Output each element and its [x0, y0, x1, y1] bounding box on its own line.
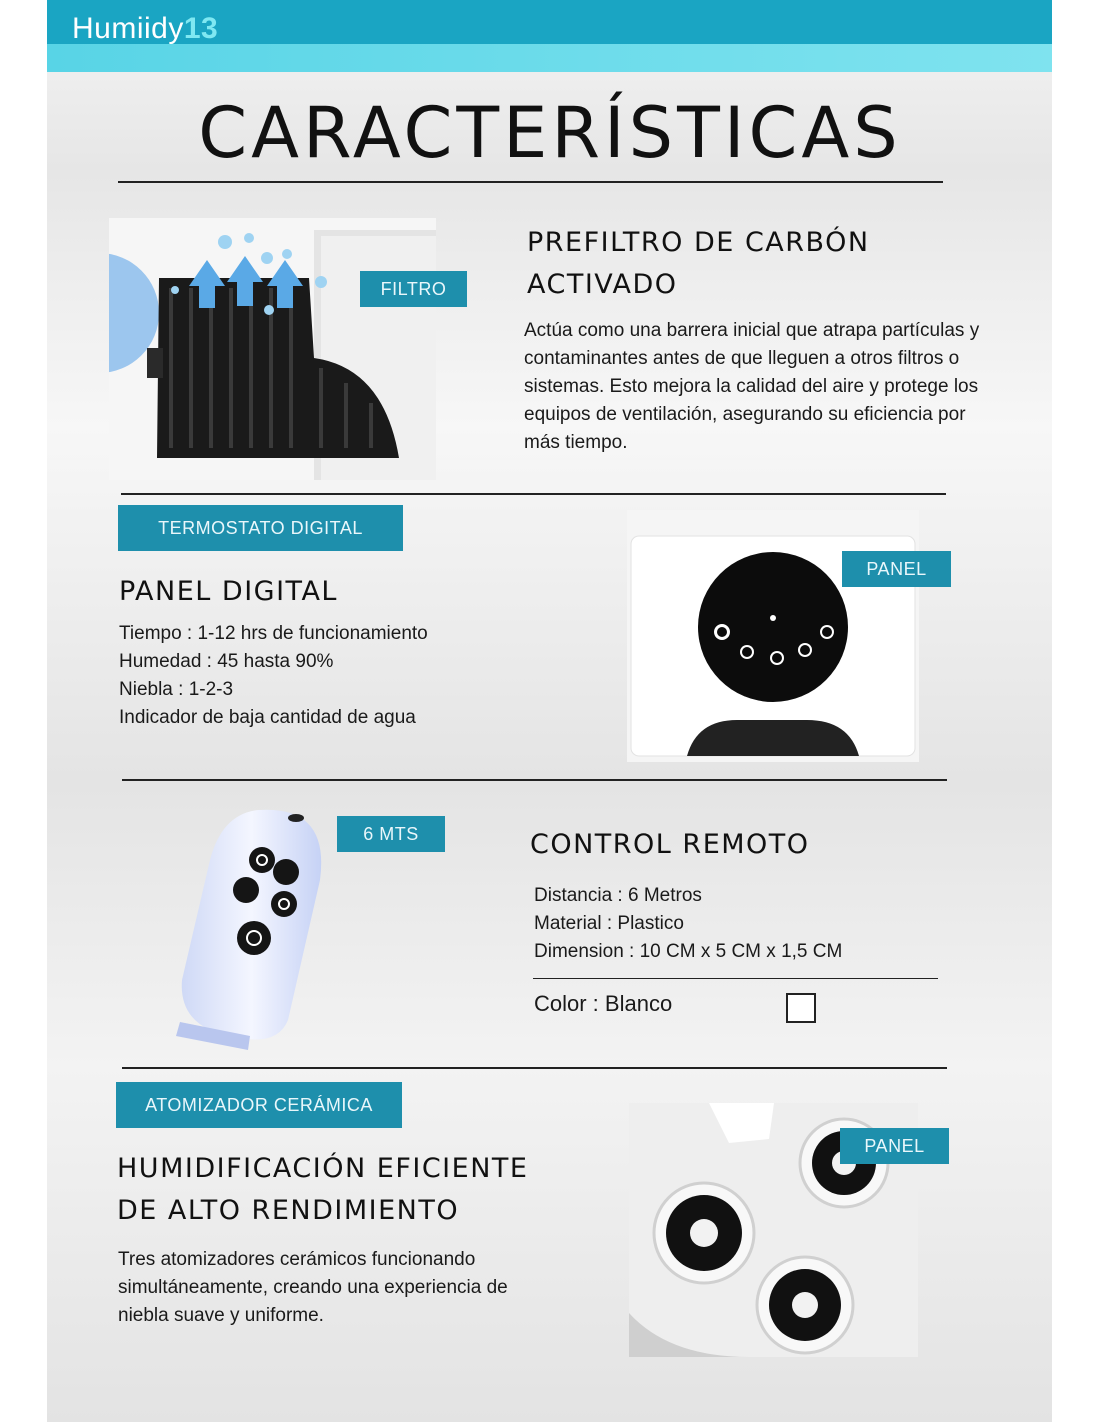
digital-panel-spec: Humedad : 45 hasta 90% — [119, 651, 334, 672]
remote-spec: Dimension : 10 CM x 5 CM x 1,5 CM — [534, 941, 843, 962]
humidification-description: niebla suave y uniforme. — [118, 1305, 324, 1326]
divider — [122, 1067, 947, 1069]
carbon-filter-heading-line1: PREFILTRO DE CARBÓN — [527, 227, 870, 258]
divider — [122, 779, 947, 781]
remote-spec: Distancia : 6 Metros — [534, 885, 702, 906]
carbon-filter-image — [109, 218, 436, 480]
divider — [533, 978, 938, 979]
digital-panel-spec: Tiempo : 1-12 hrs de funcionamiento — [119, 623, 428, 644]
distance-tag: 6 MTS — [337, 816, 445, 852]
remote-control-heading: CONTROL REMOTO — [530, 829, 810, 860]
divider — [118, 181, 943, 183]
ceramic-atomizer-tag: ATOMIZADOR CERÁMICA — [116, 1082, 402, 1128]
humidification-heading-line2: DE ALTO RENDIMIENTO — [117, 1195, 460, 1226]
divider — [121, 493, 946, 495]
page-title: CARACTERÍSTICAS — [198, 92, 902, 174]
panel-tag: PANEL — [840, 1128, 949, 1164]
humidification-description: simultáneamente, creando una experiencia de — [118, 1277, 508, 1298]
remote-spec: Material : Plastico — [534, 913, 684, 934]
humidification-heading-line1: HUMIDIFICACIÓN EFICIENTE — [117, 1153, 529, 1184]
remote-control-image — [170, 800, 340, 1060]
thermostat-tag: TERMOSTATO DIGITAL — [118, 505, 403, 551]
filter-tag: FILTRO — [360, 271, 467, 307]
digital-panel-heading: PANEL DIGITAL — [119, 576, 338, 607]
color-swatch — [786, 993, 816, 1023]
digital-panel-image — [627, 510, 919, 762]
panel-tag: PANEL — [842, 551, 951, 587]
humidification-description: Tres atomizadores cerámicos funcionando — [118, 1249, 476, 1270]
brand-name: Humiidy — [72, 12, 184, 45]
carbon-filter-heading-line2: ACTIVADO — [527, 269, 678, 300]
brand-logo — [72, 12, 218, 46]
carbon-filter-description: Actúa como una barrera inicial que atrapa partículas y contaminantes antes de que lleguen a otros filtros o sistemas. Esto mejora la calidad del aire y protege los equipos de ventilación, asegurando su eficiencia por más tiempo. — [524, 320, 980, 453]
color-label: Color : Blanco — [534, 991, 673, 1016]
digital-panel-spec: Niebla : 1-2-3 — [119, 679, 234, 700]
brand-number: 13 — [183, 12, 219, 45]
digital-panel-spec: Indicador de baja cantidad de agua — [119, 707, 416, 728]
